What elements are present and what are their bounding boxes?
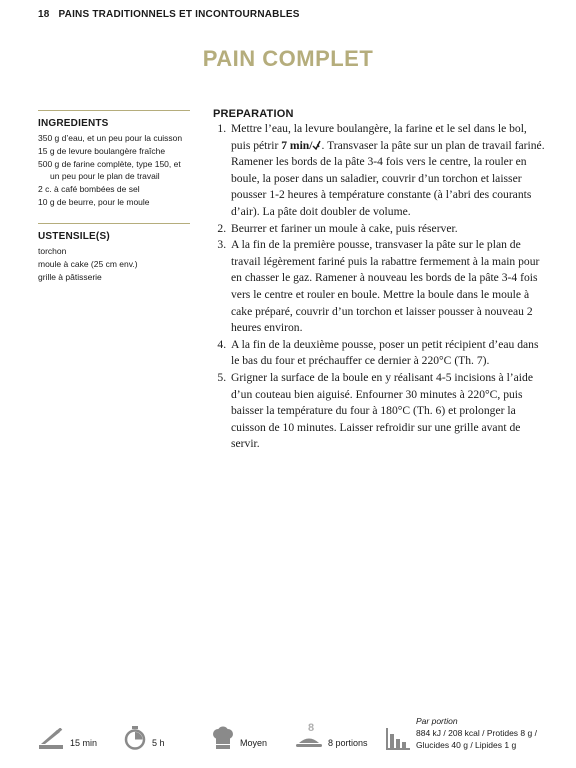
preparation-step: 5. Grigner la surface de la boule en y réalisant 4-5 incisions à l’aide d’un couteau bien aiguisé. Enfourner 30 minutes à 220°C, puis baisser la température du four à 180°C (Th. 6) et prolonger la cuisson de 10 minutes. Laisser refroidir sur une grille avant de servir. xyxy=(229,370,548,453)
kneading-time: 7 min/ xyxy=(281,138,313,152)
preparation-step: 2. Beurrer et fariner un moule à cake, puis réserver. xyxy=(229,221,548,238)
preparation-heading: PREPARATION xyxy=(213,108,294,120)
ingredient-item: 10 g de beurre, pour le moule xyxy=(38,197,150,207)
chef-hat-icon xyxy=(212,726,234,750)
prep-time xyxy=(38,728,97,750)
utensil-item: torchon xyxy=(38,246,67,256)
nutrition-line-2: Glucides 40 g / Lipides 1 g xyxy=(416,740,517,750)
bar-chart-icon xyxy=(386,726,410,750)
preparation-step: 3. A la fin de la première pousse, transvaser la pâte sur le plan de travail légèrement fariné puis la rabattre fermement à la main pour en chasser le gaz. Ramener à nouveau les bords de la pâte 3-4 fois vers le centre et rouler en boule. Mettre la boule dans le moule à cake préparé, couvrir d’un torchon et laisser pousser à nouveau 2 heures environ. xyxy=(229,237,548,337)
ingredient-item: 350 g d’eau, et un peu pour la cuisson xyxy=(38,133,183,143)
nutrition-line-1: 884 kJ / 208 kcal / Protides 8 g / xyxy=(416,728,537,738)
portion-count-badge: 8 xyxy=(308,722,315,734)
utensil-item: moule à cake (25 cm env.) xyxy=(38,259,138,269)
page-number: 18 xyxy=(38,9,50,20)
ingredient-item: 500 g de farine complète, type 150, et un peu pour le plan de travail xyxy=(38,159,181,181)
utensil-item: grille à pâtisserie xyxy=(38,272,102,282)
recipe-title: PAIN COMPLET xyxy=(202,46,374,71)
total-time xyxy=(124,726,165,750)
nutrition-info xyxy=(416,715,537,751)
section-title: PAINS TRADITIONNELS ET INCONTOURNABLES xyxy=(58,9,300,20)
preparation-section xyxy=(213,108,548,453)
ingredients-heading: INGREDIENTS xyxy=(38,118,109,129)
timer-icon xyxy=(124,726,146,750)
recipe-footer xyxy=(0,712,576,762)
ingredients-list xyxy=(38,132,190,208)
total-time-label: 5 h xyxy=(152,738,165,748)
prep-time-label: 15 min xyxy=(70,738,98,748)
utensils-list xyxy=(38,245,190,283)
preparation-step: 1. Mettre l’eau, la levure boulangère, la farine et le sel dans le bol, puis pétrir 7 min/ . Transvaser la pâte sur un plan de travail fariné. Ramener les bords de la pâte 3-4 fois vers le centre, la rouler en boule, la poser dans un saladier, couvrir d’un torchon et laisser pousser 1-2 heures à température constante (à l’abri des courants d’air). La pâte doit doubler de volume. xyxy=(229,121,548,221)
ingredients-rule xyxy=(38,110,190,111)
utensils-heading: USTENSILE(S) xyxy=(38,231,110,242)
running-head xyxy=(38,9,300,20)
difficulty-label: Moyen xyxy=(240,738,268,748)
knife-board-icon xyxy=(38,728,64,750)
serving-dish-icon xyxy=(296,736,322,750)
difficulty xyxy=(212,726,267,750)
ingredient-item: 15 g de levure boulangère fraîche xyxy=(38,146,166,156)
portions xyxy=(296,736,368,750)
preparation-step: 4. A la fin de la deuxième pousse, poser un petit récipient d’eau dans le bas du four et préchauffer ce dernier à 220°C (Th. 7). xyxy=(229,337,548,370)
portions-label: 8 portions xyxy=(328,738,368,748)
preparation-steps xyxy=(213,121,548,453)
nutrition-heading: Par portion xyxy=(416,716,458,726)
ingredient-item: 2 c. à café bombées de sel xyxy=(38,184,140,194)
sidebar xyxy=(38,110,190,284)
nutrition-chart xyxy=(386,726,410,750)
utensils-rule xyxy=(38,223,190,224)
